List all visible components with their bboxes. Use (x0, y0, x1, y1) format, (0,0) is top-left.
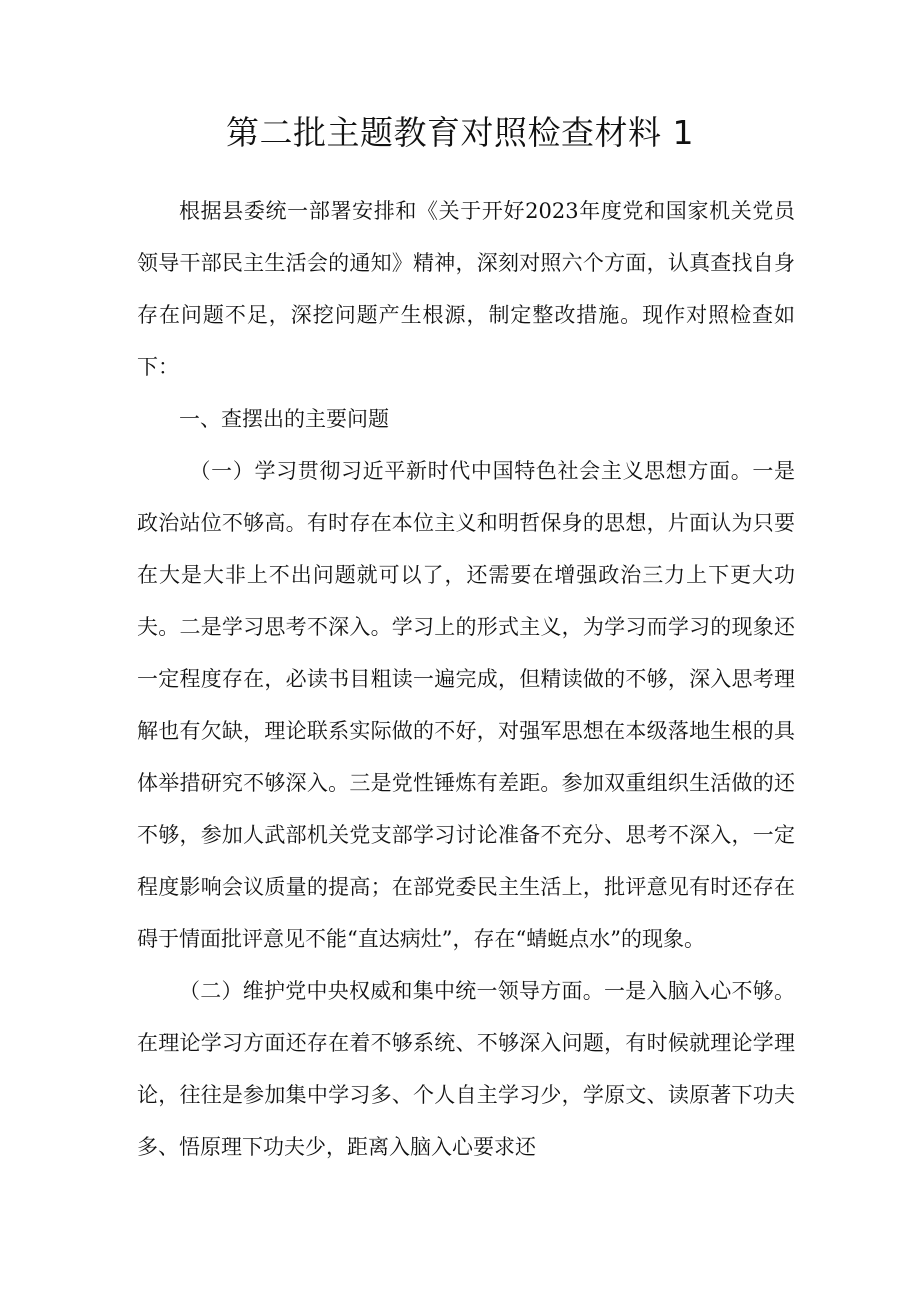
section-heading: 一、查摆出的主要问题 (179, 407, 389, 431)
document-body (137, 185, 795, 1173)
subsection-paragraph: （二）维护党中央权威和集中统一领导方面。一是入脑入心不够。在理论学习方面还存在着不够系统、不够深入问题，有时候就理论学理论，往往是参加集中学习多、个人自主学习少，学原文、读原著下功夫多、悟原理下功夫少，距离入脑入心要求还 (137, 979, 795, 1159)
document-title: 第二批主题教育对照检查材料 1 (226, 113, 694, 152)
subsection-paragraph: （一）学习贯彻习近平新时代中国特色社会主义思想方面。一是政治站位不够高。有时存在本位主义和明哲保身的思想，片面认为只要在大是大非上不出问题就可以了，还需要在增强政治三力上下更大功夫。二是学习思考不深入。学习上的形式主义，为学习而学习的现象还一定程度存在，必读书目粗读一遍完成，但精读做的不够，深入思考理解也有欠缺，理论联系实际做的不好，对强军思想在本级落地生根的具体举措研究不够深入。三是党性锤炼有差距。参加双重组织生活做的还不够，参加人武部机关党支部学习讨论准备不充分、思考不深入，一定程度影响会议质量的提高；在部党委民主生活上，批评意见有时还存在碍于情面批评意见不能“直达病灶”，存在“蜻蜓点水”的现象。 (137, 459, 795, 951)
intro-paragraph: 根据县委统一部署安排和《关于开好2023年度党和国家机关党员领导干部民主生活会的通知》精神，深刻对照六个方面，认真查找自身存在问题不足，深挖问题产生根源，制定整改措施。现作对照检查如下： (137, 199, 795, 379)
